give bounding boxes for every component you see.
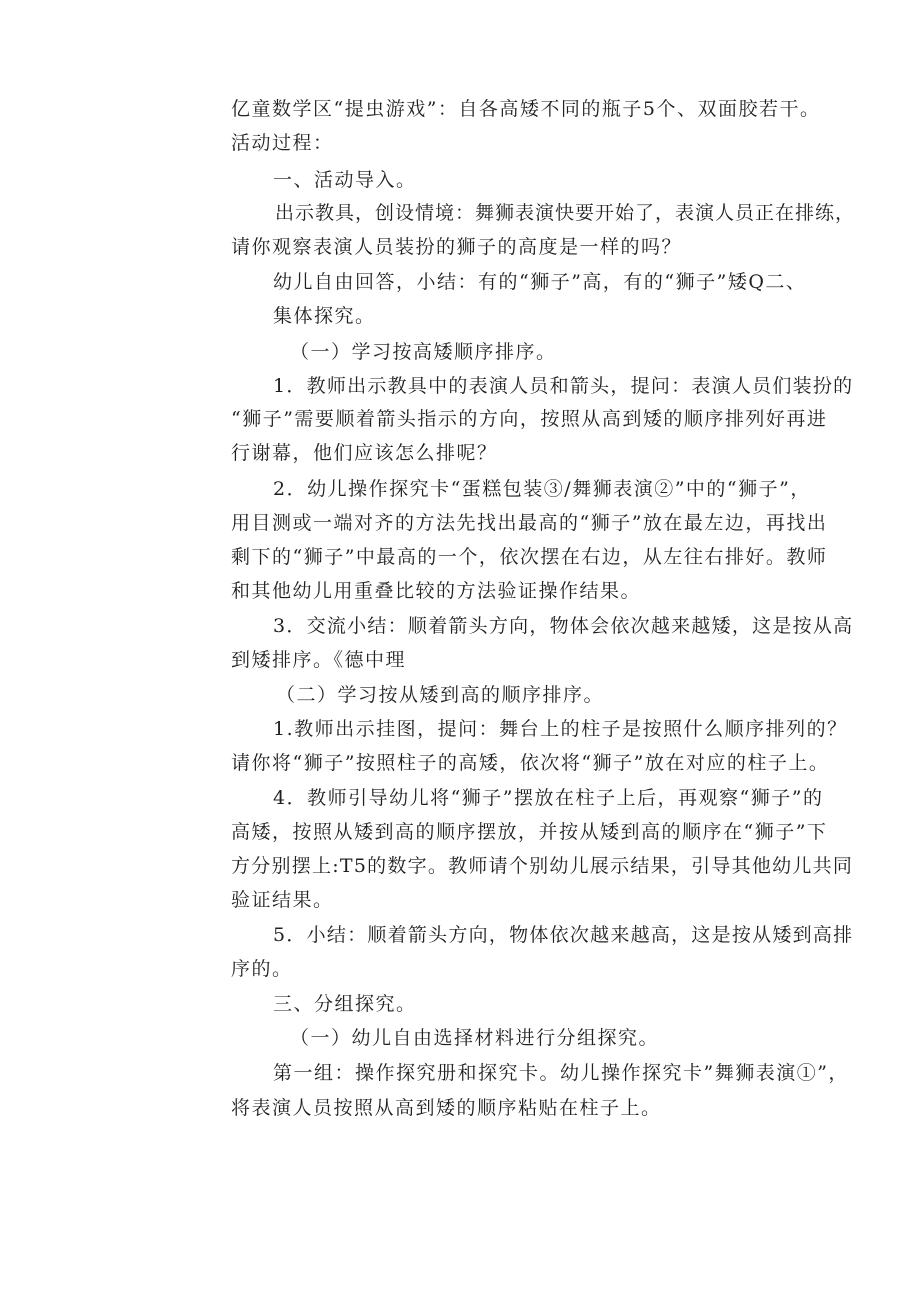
text-line: 高矮，按照从矮到高的顺序摆放，并按从矮到高的顺序在“狮子”下 (231, 821, 828, 843)
text-line: 将表演人员按照从高到矮的顺序粘贴在柱子上。 (231, 1097, 662, 1119)
subsection-heading: （一）幼儿自由选择材料进行分组探究。 (290, 1027, 660, 1049)
text-line: 1．教师出示教具中的表演人员和箭头，提问：表演人员们装扮的 (273, 375, 854, 397)
text-line: 方分别摆上:T5的数字。教师请个别幼儿展示结果，引导其他幼儿共同 (231, 855, 854, 877)
text-line: 行谢幕，他们应该怎么排呢？ (231, 442, 498, 464)
text-line: 序的。 (231, 958, 293, 980)
text-line: 4．教师引导幼儿将“狮子”摆放在柱子上后，再观察“狮子”的 (273, 787, 824, 809)
text-line: 到矮排序。《德中理 (231, 649, 407, 671)
text-line: 验证结果。 (231, 889, 334, 911)
text-line: 用目测或一端对齐的方法先找出最高的“狮子”放在最左边，再找出 (231, 512, 828, 534)
text-line: 2．幼儿操作探究卡“蛋糕包装③/舞狮表演②”中的“狮子”， (273, 478, 811, 500)
section-heading: 三、分组探究。 (273, 993, 417, 1015)
text-line: 幼儿自由回答，小结：有的“狮子”高，有的“狮子”矮Q二、 (273, 271, 807, 293)
section-heading: 一、活动导入。 (273, 169, 417, 191)
text-line: 请你观察表演人员装扮的狮子的高度是一样的吗？ (231, 236, 683, 258)
text-line: 剩下的“狮子”中最高的一个，依次摆在右边，从左往右排好。教师 (231, 546, 828, 568)
text-line: 第一组：操作探究册和探究卡。幼儿操作探究卡”舞狮表演①”， (273, 1062, 849, 1084)
text-line: 亿童数学区“提虫游戏”：自各高矮不同的瓶子5个、双面胶若干。 (231, 98, 821, 120)
text-line: 3．交流小结：顺着箭头方向，物体会依次越来越矮，这是按从高 (273, 615, 854, 637)
subsection-heading: （一）学习按高矮顺序排序。 (290, 341, 557, 363)
text-line: 出示教具，创设情境：舞狮表演快要开始了，表演人员正在排练， (275, 202, 856, 224)
text-line: 活动过程： (231, 132, 334, 154)
text-line: “狮子”需要顺着箭头指示的方向，按照从高到矮的顺序排列好再进 (231, 408, 828, 430)
text-line: 集体探究。 (273, 305, 376, 327)
text-line: 和其他幼儿用重叠比较的方法验证操作结果。 (231, 580, 642, 602)
text-line: 5．小结：顺着箭头方向，物体依次越来越高，这是按从矮到高排 (273, 924, 854, 946)
subsection-heading: （二）学习按从矮到高的顺序排序。 (276, 684, 605, 706)
text-line: 请你将“狮子”按照柱子的高矮，依次将“狮子”放在对应的柱子上。 (231, 752, 830, 774)
text-line: 1.教师出示挂图，提问：舞台上的柱子是按照什么顺序排列的？ (273, 718, 848, 740)
